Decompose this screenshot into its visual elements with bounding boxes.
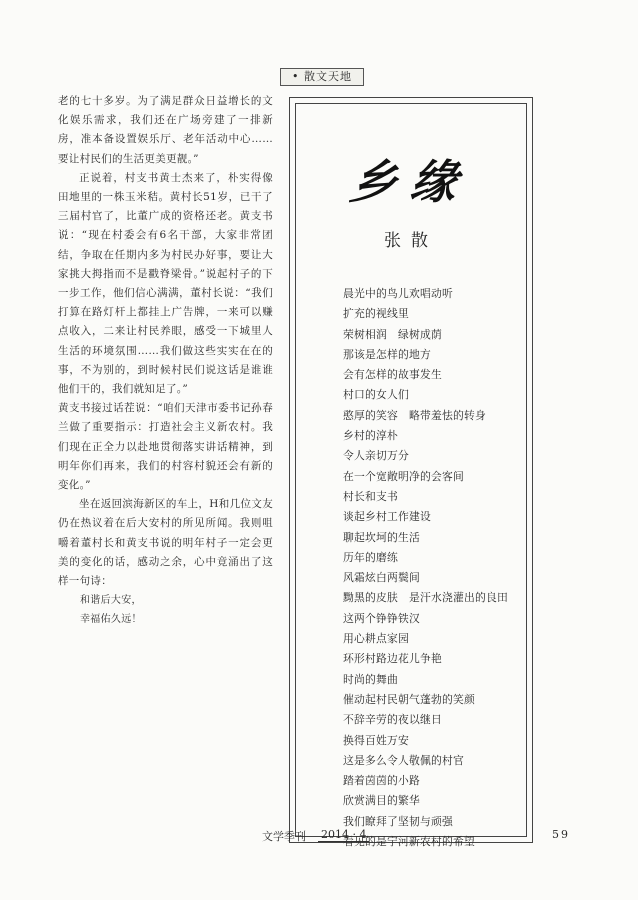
poem-line: 谈起乡村工作建设 <box>343 510 431 524</box>
prose-paragraph: 黄支书接过话茬说：“咱们天津市委书记孙春兰做了重要指示：打造社会主义新农村。我们现在正全力以赴地贯彻落实讲话精神，到明年你们再来，我们的村容村貌还会有新的变化。” <box>58 402 273 492</box>
poem-line: 看见的是宁河新农村的希望 <box>343 835 475 849</box>
poem-line: 时尚的舞曲 <box>343 672 398 686</box>
poem-line: 这两个铮铮铁汉 <box>343 611 420 625</box>
poem-line: 不辞辛劳的夜以继日 <box>343 713 442 727</box>
page-number: 59 <box>552 828 570 841</box>
prose-column <box>58 92 273 630</box>
poem-line: 聊起坎坷的生活 <box>343 530 420 544</box>
poem-line: 历年的磨练 <box>343 550 398 564</box>
poem-line: 荣树相润 绿树成荫 <box>343 327 442 341</box>
poem-line: 换得百姓万安 <box>343 733 409 747</box>
poem-line: 在一个宽敞明净的会客间 <box>343 469 464 483</box>
issue-number: 2014 · 4 <box>318 828 369 842</box>
prose-paragraph: 正说着，村支书黄士杰来了，朴实得像田地里的一株玉米秸。黄村长51岁，已干了三届村官了，比董广成的资格还老。黄支书说：“现在村委会有6名干部，大家非常团结，争取在任期内多为村民办好事，要让大家挑大拇指而不是戳脊梁骨。”说起村子的下一步工作，他们信心满满，董村长说：“我们打算在路灯杆上都挂上广告牌，一来可以赚点收入，二来让村民养眼，感受一下城里人生活的环境氛围……我们做这些实实在在的事，不为别的，到时候村民们说这话是谁谁他们干的，我们就知足了。” <box>58 171 273 396</box>
prose-paragraph: 老的七十多岁。为了满足群众日益增长的文化娱乐需求，我们还在广场旁建了一排新房，准本备设置娱乐厅、老年活动中心……要让村民们的生活更美更靓。” <box>58 95 273 165</box>
poem-line: 黝黑的皮肤 是汗水浇灌出的良田 <box>343 591 508 605</box>
poem-header <box>290 146 532 251</box>
verse-line: 和谐后大安， <box>80 595 142 607</box>
poem-line: 晨光中的鸟儿欢唱动听 <box>343 287 453 300</box>
poem-line: 村口的女人们 <box>343 388 409 402</box>
poem-line: 令人亲切万分 <box>343 449 409 463</box>
poem-line: 憨厚的笑容 略带羞怯的转身 <box>343 408 486 422</box>
poem-line: 扩充的视线里 <box>343 307 409 321</box>
page-footer <box>0 828 638 846</box>
poem-line: 村长和支书 <box>343 489 398 503</box>
section-tag: • 散文天地 <box>280 68 364 86</box>
poem-title: 乡缘 <box>346 155 475 209</box>
poem-line: 环形村路边花儿争艳 <box>343 652 442 666</box>
poem-line: 催动起村民朝气蓬勃的笑颜 <box>343 692 475 706</box>
prose-paragraph: 坐在返回滨海新区的车上，H和几位文友仍在热议着在后大安村的所见所闻。我则咀嚼着董村长和黄支书说的明年村子一定会更美的变化的话，感动之余，心中竟涌出了这样一句诗： <box>58 498 273 588</box>
poem-line: 用心耕点家园 <box>343 632 409 646</box>
poem-line: 这是多么令人敬佩的村官 <box>343 753 464 767</box>
poem-line: 欣赏满目的繁华 <box>343 794 420 808</box>
poem-line: 踏着茵茵的小路 <box>343 774 420 788</box>
journal-name: 文学季刊 <box>262 830 306 843</box>
poem-frame <box>289 97 533 849</box>
poem-line: 那该是怎样的地方 <box>343 347 431 361</box>
poem-author: 张散 <box>384 231 438 251</box>
poem-line: 我们瞭拜了坚韧与顽强 <box>343 814 453 828</box>
poem-line: 风霜炫白两鬓间 <box>343 571 420 585</box>
poem-lines <box>343 284 523 852</box>
poem-line: 乡村的淳朴 <box>343 429 398 443</box>
verse-line: 幸福佑久远！ <box>80 614 142 626</box>
poem-line: 会有怎样的故事发生 <box>343 368 442 382</box>
